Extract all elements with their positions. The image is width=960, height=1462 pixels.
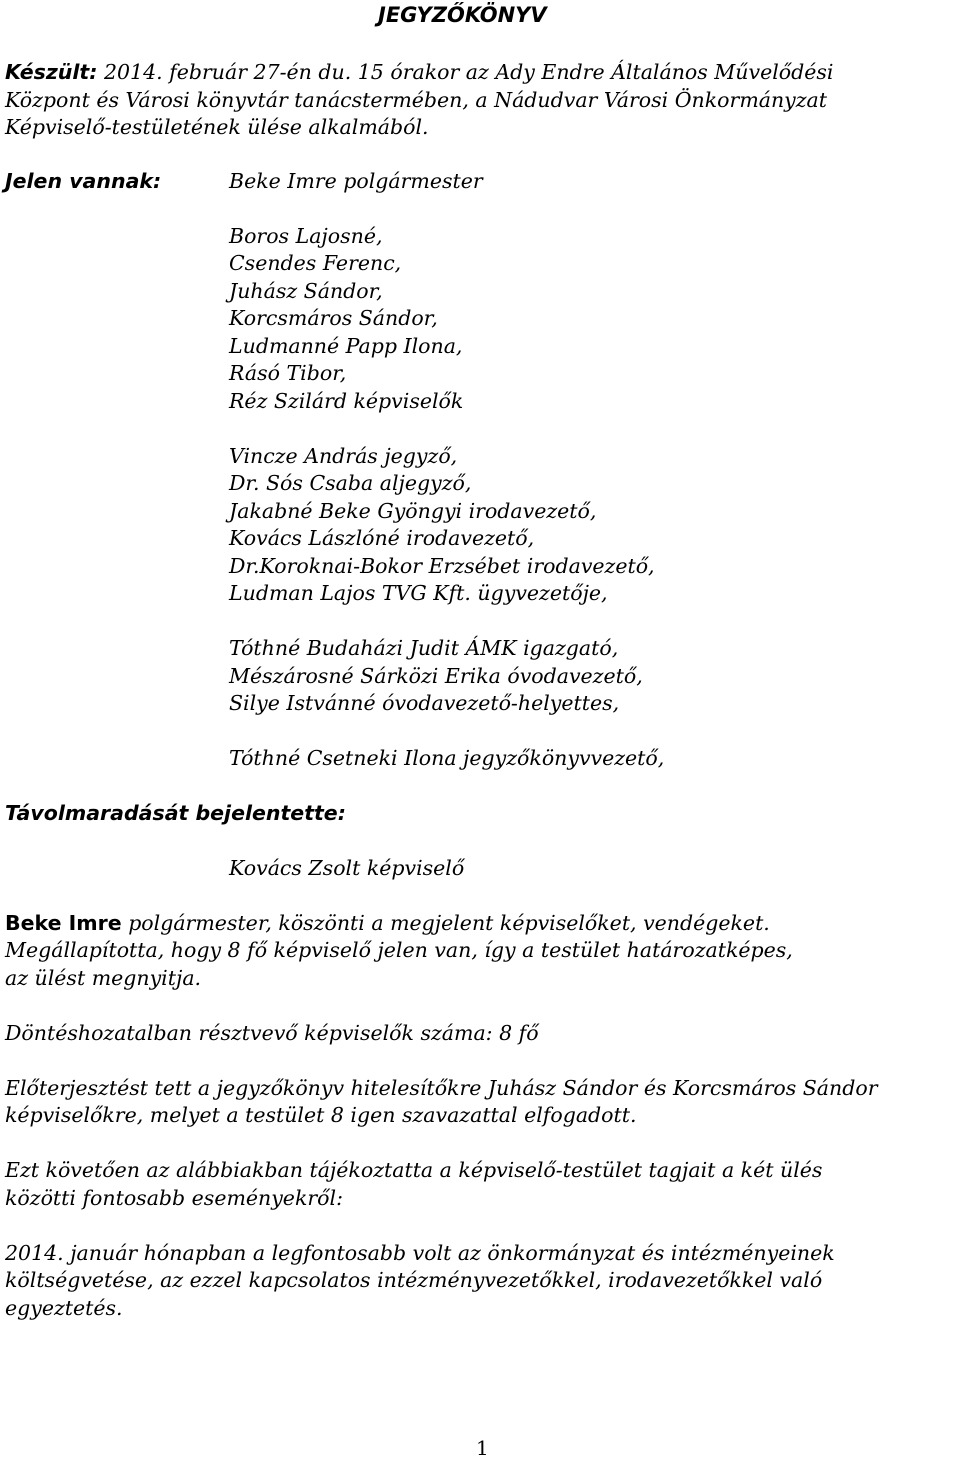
info-line-1: Ezt követően az alábbiakban tájékoztatta a képviselő-testület tagjait a két ülés — [5, 1158, 823, 1182]
representative-item: Réz Szilárd képviselők — [229, 389, 464, 413]
official-item: Vincze András jegyző, — [229, 444, 458, 468]
present-label: Jelen vannak: — [5, 169, 162, 193]
official-item: Kovács Lászlóné irodavezető, — [229, 526, 535, 550]
page-number: 1 — [476, 1436, 489, 1460]
intro-label: Készült: — [5, 60, 98, 84]
info-line-2: közötti fontosabb eseményekről: — [5, 1186, 343, 1210]
proposal-line-1: Előterjesztést tett a jegyzőkönyv hitelesítőkre Juhász Sándor és Korcsmáros Sándor — [5, 1076, 878, 1100]
official-item: Jakabné Beke Gyöngyi irodavezető, — [229, 499, 597, 523]
representative-item: Korcsmáros Sándor, — [229, 306, 438, 330]
page-title: JEGYZŐKÖNYV — [378, 3, 547, 27]
intro-line-2: Központ és Városi könyvtár tanácstermében, a Nádudvar Városi Önkormányzat — [5, 88, 828, 112]
intro-line-3: Képviselő-testületének ülése alkalmából. — [5, 115, 429, 139]
january-line-1: 2014. január hónapban a legfontosabb volt az önkormányzat és intézményeinek — [5, 1241, 835, 1265]
representative-item: Juhász Sándor, — [229, 279, 383, 303]
welcome-name: Beke Imre — [5, 911, 122, 935]
proposal-line-2: képviselőkre, melyet a testület 8 igen szavazattal elfogadott. — [5, 1103, 637, 1127]
january-line-3: egyeztetés. — [5, 1296, 123, 1320]
welcome-line-2: Megállapította, hogy 8 fő képviselő jelen van, így a testület határozatképes, — [5, 938, 793, 962]
decision-count: Döntéshozatalban résztvevő képviselők száma: 8 fő — [5, 1021, 539, 1045]
recorder: Tóthné Csetneki Ilona jegyzőkönyvvezető, — [229, 746, 665, 770]
intro-line-1 — [5, 59, 833, 86]
official-item: Ludman Lajos TVG Kft. ügyvezetője, — [229, 581, 608, 605]
absent-label: Távolmaradását bejelentette: — [5, 801, 346, 825]
intro-text-1: 2014. február 27-én du. 15 órakor az Ady Endre Általános Művelődési — [103, 60, 834, 84]
present-mayor: Beke Imre polgármester — [229, 169, 483, 193]
representative-item: Ludmanné Papp Ilona, — [229, 334, 463, 358]
representative-item: Boros Lajosné, — [229, 224, 383, 248]
institution-head-item: Tóthné Budaházi Judit ÁMK igazgató, — [229, 636, 619, 660]
institution-head-item: Mészárosné Sárközi Erika óvodavezető, — [229, 664, 643, 688]
institution-head-item: Silye Istvánné óvodavezető-helyettes, — [229, 691, 620, 715]
welcome-line-3: az ülést megnyitja. — [5, 966, 202, 990]
official-item: Dr.Koroknai-Bokor Erzsébet irodavezető, — [229, 554, 655, 578]
official-item: Dr. Sós Csaba aljegyző, — [229, 471, 472, 495]
welcome-text-1: polgármester, köszönti a megjelent képviselőket, vendégeket. — [128, 911, 770, 935]
january-line-2: költségvetése, az ezzel kapcsolatos intézményvezetőkkel, irodavezetőkkel való — [5, 1268, 823, 1292]
welcome-line-1 — [5, 910, 770, 937]
absent-name: Kovács Zsolt képviselő — [229, 856, 465, 880]
representative-item: Rásó Tibor, — [229, 361, 347, 385]
representative-item: Csendes Ferenc, — [229, 251, 402, 275]
